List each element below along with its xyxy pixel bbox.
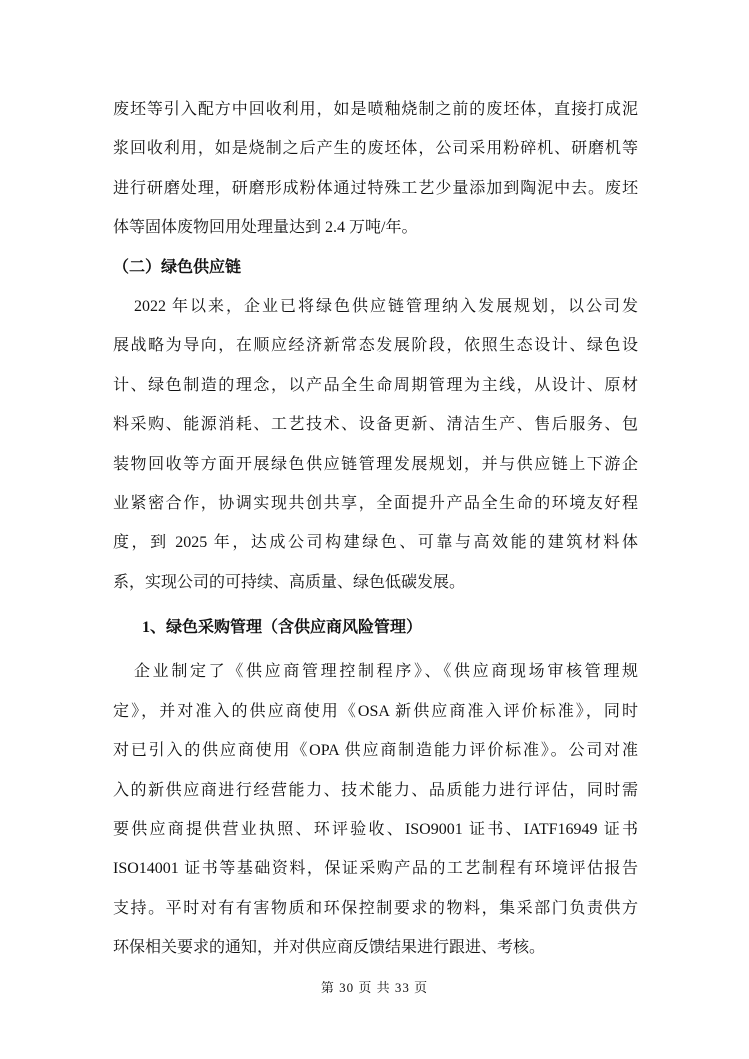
paragraph-line: 2022 年以来，企业已将绿色供应链管理纳入发展规划，以公司发 [134, 297, 638, 315]
paragraph-line: 支持。平时对有有害物质和环保控制要求的物料，集采部门负责供方 [113, 899, 638, 917]
paragraph-line: 定》，并对准入的供应商使用《OSA 新供应商准入评价标准》，同时 [113, 702, 638, 720]
subsection-heading-green-procurement: 1、绿色采购管理（含供应商风险管理） [142, 618, 423, 636]
paragraph-waste-recycling [113, 90, 638, 248]
paragraph-line: 料采购、能源消耗、工艺技术、设备更新、清洁生产、售后服务、包 [113, 416, 638, 434]
paragraph-line: 要供应商提供营业执照、环评验收、ISO9001 证书、IATF16949 证书 [113, 821, 638, 839]
paragraph-supply-chain-plan [113, 287, 638, 602]
paragraph-line: 计、绿色制造的理念，以产品全生命周期管理为主线，从设计、原材 [113, 376, 638, 394]
paragraph-line: 装物回收等方面开展绿色供应链管理发展规划，并与供应链上下游企 [113, 455, 638, 473]
paragraph-line: 对已引入的供应商使用《OPA 供应商制造能力评价标准》。公司对准 [113, 742, 638, 760]
paragraph-line: 度，到 2025 年，达成公司构建绿色、可靠与高效能的建筑材料体 [113, 534, 638, 552]
paragraph-supplier-management [113, 652, 638, 967]
paragraph-line: 废坯等引入配方中回收利用，如是喷釉烧制之前的废坯体，直接打成泥 [113, 101, 638, 118]
section-heading-green-supply-chain: （二）绿色供应链 [113, 258, 242, 276]
paragraph-line: 环保相关要求的通知，并对供应商反馈结果进行跟进、考核。 [113, 939, 546, 957]
paragraph-line: 企业制定了《供应商管理控制程序》、《供应商现场审核管理规 [134, 663, 638, 681]
paragraph-line: ISO14001 证书等基础资料，保证采购产品的工艺制程有环境评估报告 [113, 860, 638, 878]
paragraph-line: 体等固体废物回用处理量达到 2.4 万吨/年。 [113, 219, 418, 237]
text-column [113, 0, 638, 968]
paragraph-line: 业紧密合作，协调实现共创共享，全面提升产品全生命的环境友好程 [113, 494, 638, 512]
paragraph-line: 入的新供应商进行经营能力、技术能力、品质能力进行评估，同时需 [113, 781, 638, 799]
paragraph-line: 系，实现公司的可持续、高质量、绿色低碳发展。 [113, 573, 466, 591]
paragraph-line: 浆回收利用，如是烧制之后产生的废坯体，公司采用粉碎机、研磨机等 [113, 140, 638, 158]
page-number-footer: 第 30 页 共 33 页 [320, 980, 429, 995]
paragraph-line: 展战略为导向，在顺应经济新常态发展阶段，依照生态设计、绿色设 [113, 337, 638, 355]
paragraph-line: 进行研磨处理，研磨形成粉体通过特殊工艺少量添加到陶泥中去。废坯 [113, 179, 638, 197]
